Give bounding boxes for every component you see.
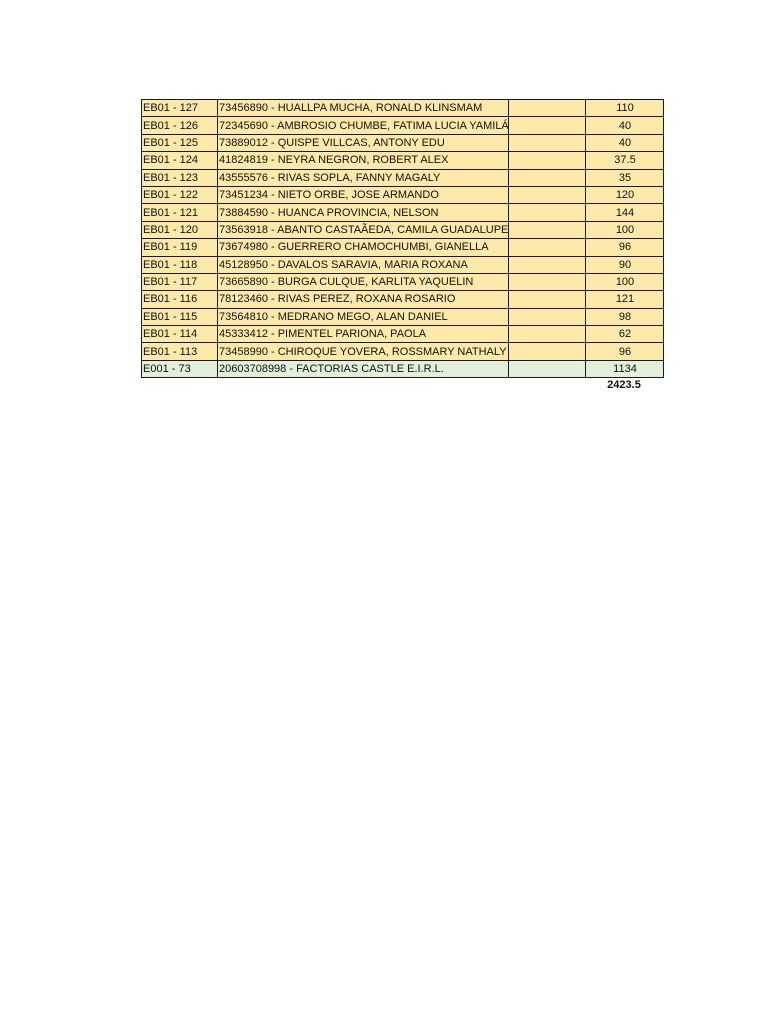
amount-cell: 100 bbox=[586, 273, 664, 290]
blank-cell bbox=[509, 204, 586, 221]
customer-name-cell: 73889012 - QUISPE VILLCAS, ANTONY EDU bbox=[218, 134, 509, 151]
table-row bbox=[142, 360, 664, 377]
customer-name-cell: 78123460 - RIVAS PEREZ, ROXANA ROSARIO bbox=[218, 291, 509, 308]
table-row bbox=[142, 273, 664, 290]
table-row bbox=[142, 239, 664, 256]
document-code-cell: EB01 - 114 bbox=[142, 326, 218, 343]
amount-cell: 40 bbox=[586, 117, 664, 134]
document-code-cell: EB01 - 124 bbox=[142, 152, 218, 169]
ledger-table bbox=[141, 99, 664, 378]
blank-cell bbox=[509, 169, 586, 186]
blank-cell bbox=[509, 239, 586, 256]
table-row bbox=[142, 291, 664, 308]
blank-cell bbox=[509, 343, 586, 360]
blank-cell bbox=[509, 221, 586, 238]
document-code-cell: EB01 - 123 bbox=[142, 169, 218, 186]
document-code-cell: EB01 - 113 bbox=[142, 343, 218, 360]
amount-cell: 96 bbox=[586, 343, 664, 360]
table-row bbox=[142, 186, 664, 203]
blank-cell bbox=[509, 186, 586, 203]
table-row bbox=[142, 221, 664, 238]
blank-cell bbox=[509, 256, 586, 273]
amount-cell: 110 bbox=[586, 100, 664, 117]
blank-cell bbox=[509, 134, 586, 151]
amount-cell: 35 bbox=[586, 169, 664, 186]
document-code-cell: EB01 - 127 bbox=[142, 100, 218, 117]
amount-cell: 62 bbox=[586, 326, 664, 343]
amount-cell: 144 bbox=[586, 204, 664, 221]
blank-cell bbox=[509, 100, 586, 117]
blank-cell bbox=[509, 117, 586, 134]
blank-cell bbox=[509, 326, 586, 343]
document-code-cell: EB01 - 125 bbox=[142, 134, 218, 151]
customer-name-cell: 73674980 - GUERRERO CHAMOCHUMBI, GIANELLA bbox=[218, 239, 509, 256]
amount-cell: 37.5 bbox=[586, 152, 664, 169]
document-code-cell: EB01 - 120 bbox=[142, 221, 218, 238]
total-amount: 2423.5 bbox=[607, 379, 641, 392]
amount-cell: 1134 bbox=[586, 360, 664, 377]
table-row bbox=[142, 169, 664, 186]
table-row bbox=[142, 343, 664, 360]
document-code-cell: EB01 - 116 bbox=[142, 291, 218, 308]
amount-cell: 120 bbox=[586, 186, 664, 203]
amount-cell: 121 bbox=[586, 291, 664, 308]
document-code-cell: EB01 - 126 bbox=[142, 117, 218, 134]
customer-name-cell: 73451234 - NIETO ORBE, JOSE ARMANDO bbox=[218, 186, 509, 203]
document-code-cell: EB01 - 117 bbox=[142, 273, 218, 290]
amount-cell: 40 bbox=[586, 134, 664, 151]
customer-name-cell: 73563918 - ABANTO CASTAÃEDA, CAMILA GUADALUPE bbox=[218, 221, 509, 238]
blank-cell bbox=[509, 273, 586, 290]
customer-name-cell: 73884590 - HUANCA PROVINCIA, NELSON bbox=[218, 204, 509, 221]
blank-cell bbox=[509, 308, 586, 325]
customer-name-cell: 45333412 - PIMENTEL PARIONA, PAOLA bbox=[218, 326, 509, 343]
amount-cell: 90 bbox=[586, 256, 664, 273]
table-row bbox=[142, 308, 664, 325]
amount-cell: 100 bbox=[586, 221, 664, 238]
table-row bbox=[142, 204, 664, 221]
customer-name-cell: 41824819 - NEYRA NEGRON, ROBERT ALEX bbox=[218, 152, 509, 169]
document-code-cell: EB01 - 118 bbox=[142, 256, 218, 273]
table-row bbox=[142, 117, 664, 134]
table-row bbox=[142, 100, 664, 117]
ledger-body bbox=[142, 100, 664, 378]
customer-name-cell: 72345690 - AMBROSIO CHUMBE, FATIMA LUCIA YAMILÁ bbox=[218, 117, 509, 134]
customer-name-cell: 20603708998 - FACTORIAS CASTLE E.I.R.L. bbox=[218, 360, 509, 377]
amount-cell: 96 bbox=[586, 239, 664, 256]
total-row bbox=[141, 378, 663, 396]
table-row bbox=[142, 326, 664, 343]
blank-cell bbox=[509, 291, 586, 308]
document-code-cell: EB01 - 122 bbox=[142, 186, 218, 203]
document-code-cell: EB01 - 121 bbox=[142, 204, 218, 221]
customer-name-cell: 73564810 - MEDRANO MEGO, ALAN DANIEL bbox=[218, 308, 509, 325]
table-row bbox=[142, 256, 664, 273]
customer-name-cell: 73665890 - BURGA CULQUE, KARLITA YAQUELIN bbox=[218, 273, 509, 290]
table-row bbox=[142, 152, 664, 169]
blank-cell bbox=[509, 360, 586, 377]
amount-cell: 98 bbox=[586, 308, 664, 325]
document-code-cell: EB01 - 115 bbox=[142, 308, 218, 325]
customer-name-cell: 73456890 - HUALLPA MUCHA, RONALD KLINSMAM bbox=[218, 100, 509, 117]
spreadsheet-table-area bbox=[141, 99, 664, 396]
document-code-cell: E001 - 73 bbox=[142, 360, 218, 377]
document-code-cell: EB01 - 119 bbox=[142, 239, 218, 256]
customer-name-cell: 43555576 - RIVAS SOPLA, FANNY MAGALY bbox=[218, 169, 509, 186]
customer-name-cell: 45128950 - DAVALOS SARAVIA, MARIA ROXANA bbox=[218, 256, 509, 273]
blank-cell bbox=[509, 152, 586, 169]
table-row bbox=[142, 134, 664, 151]
customer-name-cell: 73458990 - CHIROQUE YOVERA, ROSSMARY NATHALY bbox=[218, 343, 509, 360]
